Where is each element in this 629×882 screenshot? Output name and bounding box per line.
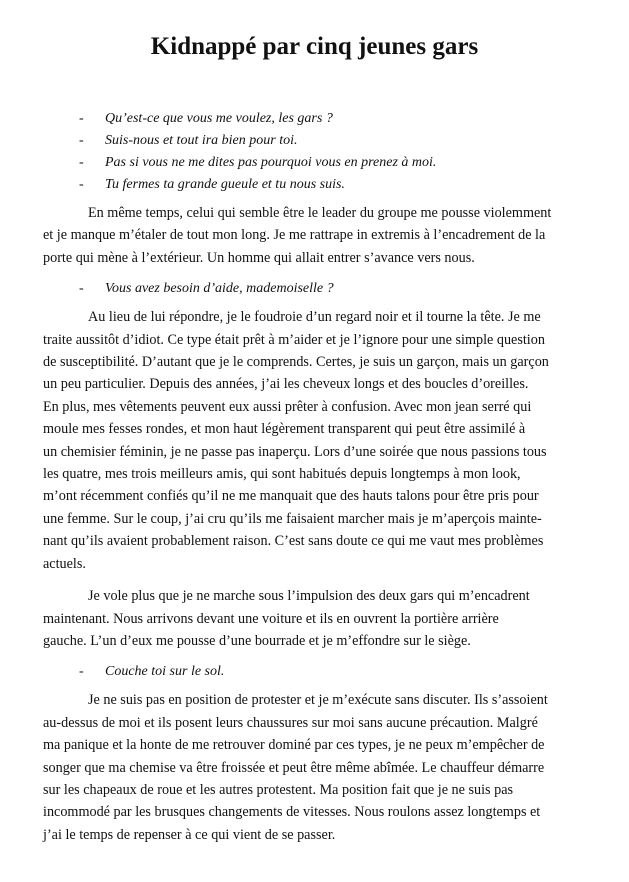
paragraph-line: m’ont récemment confiés qu’il ne me manquait que des hauts talons pour être pris pour [43,488,539,505]
dialogue-text: Couche toi sur le sol. [105,664,225,680]
paragraph-line: et je manque m’étaler de tout mon long. Je me rattrape in extremis à l’encadrement de la [43,227,546,244]
paragraph-line: actuels. [43,555,86,572]
paragraph-line: un chemisier féminin, je ne passe pas inaperçu. Lors d’une soirée que nous passions tous [43,443,547,460]
dialogue-text: Vous avez besoin d’aide, mademoiselle ? [105,281,334,297]
paragraph [43,585,586,652]
paragraph-line: de susceptibilité. D’autant que je le comprends. Certes, je suis un garçon, mais un garçon [43,354,549,371]
dialogue-dash: - [79,133,84,148]
paragraph-line: une femme. Sur le coup, j’ai cru qu’ils me faisaient marcher mais je m’aperçois mainte- [43,510,542,527]
paragraph-line: j’ai le temps de repenser à ce qui vient de se passer. [43,826,336,843]
dialogue-dash: - [79,155,84,170]
dialogue-dash: - [79,111,84,126]
dialogue-dash: - [79,281,84,297]
dialogue-line [43,130,586,152]
paragraph-line: Au lieu de lui répondre, je le foudroie d’un regard noir et il tourne la tête. Je me [88,309,541,326]
dialogue-dash: - [79,664,84,680]
paragraph [43,202,586,269]
paragraph-line: Je ne suis pas en position de protester et je m’exécute sans discuter. Ils s’assoient [88,692,548,709]
paragraph-line: sur les chapeaux de roue et les autres protestent. Ma position fait que je ne suis pas [43,781,514,798]
paragraph [43,689,586,846]
paragraph-line: les quatre, mes trois meilleurs amis, qui sont habitués depuis longtemps à mon look, [43,466,521,483]
paragraph-line: porte qui mène à l’extérieur. Un homme qui allait entrer s’avance vers nous. [43,249,475,266]
paragraph-line: au-dessus de moi et ils posent leurs chaussures sur moi sans aucune précaution. Malgré [43,714,538,731]
dialogue-line [43,661,586,683]
paragraph-line: nant qu’ils avaient probablement raison. C’est sans doute ce qui me vaut mes problèmes [43,533,544,550]
paragraph [43,306,586,575]
paragraph-line: gauche. L’un d’eux me pousse d’une bourrade et je m’effondre sur le siège. [43,632,471,649]
document-body [43,108,586,846]
paragraph-line: un peu particulier. Depuis des années, j’ai les cheveux longs et des boucles d’oreilles. [43,376,529,393]
dialogue-line [43,152,586,174]
dialogue-line [43,278,586,300]
dialogue-text: Suis-nous et tout ira bien pour toi. [105,133,298,148]
dialogue-text: Pas si vous ne me dites pas pourquoi vous en prenez à moi. [105,155,437,170]
dialogue-dash: - [79,177,84,192]
paragraph-line: ma panique et la honte de me retrouver dominé par ces types, je ne peux m’empêcher de [43,737,545,754]
paragraph-line: Je vole plus que je ne marche sous l’impulsion des deux gars qui m’encadrent [88,588,530,605]
paragraph-line: incommodé par les brusques changements de vitesses. Nous roulons assez longtemps et [43,804,541,821]
paragraph-line: moule mes fesses rondes, et mon haut légèrement transparent qui peut être assimilé à [43,421,526,438]
paragraph-line: En même temps, celui qui semble être le leader du groupe me pousse violemment [88,205,552,221]
paragraph-line: En plus, mes vêtements peuvent eux aussi prêter à confusion. Avec mon jean serré qui [43,398,532,415]
page-title: Kidnappé par cinq jeunes gars [150,33,479,60]
dialogue-text: Qu’est-ce que vous me voulez, les gars ? [105,111,333,126]
paragraph-line: traite aussitôt d’idiot. Ce type était prêt à m’aider et je l’ignore pour une simple question [43,331,545,348]
paragraph-line: songer que ma chemise va être froissée et peut être même abîmée. Le chauffeur démarre [43,759,545,776]
dialogue-line [43,174,586,196]
dialogue-line [43,108,586,130]
paragraph-line: maintenant. Nous arrivons devant une voiture et ils en ouvrent la portière arrière [43,610,499,627]
dialogue-text: Tu fermes ta grande gueule et tu nous suis. [105,177,345,192]
